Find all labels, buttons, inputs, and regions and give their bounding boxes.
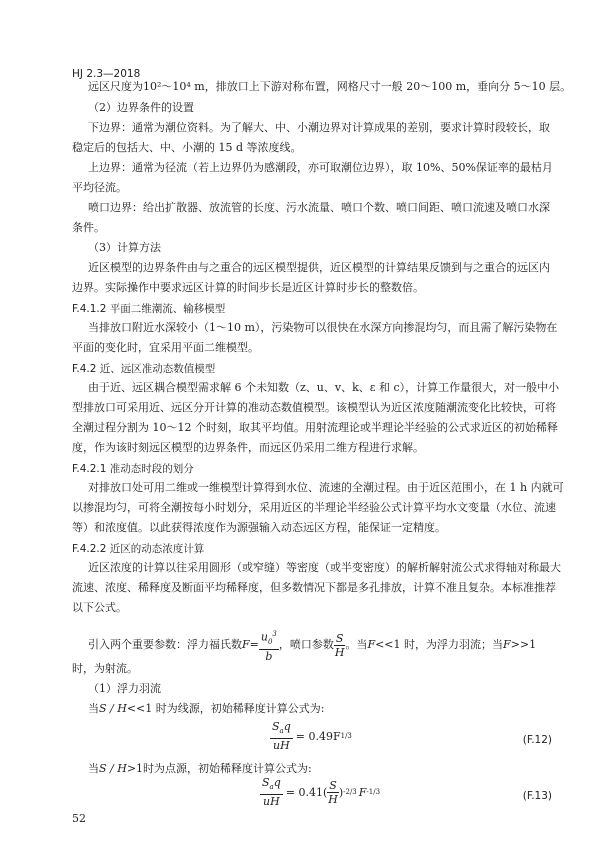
text-line: 下边界：通常为潮位资料。为了解大、中、小潮边界对计算成果的差别，要求计算时段较长，取 [88, 121, 550, 134]
text-line: （1）浮力羽流 [88, 682, 161, 695]
text-line: 当排放口附近水深较小（1～10 m），污染物可以很快在水深方向掺混均匀，而且需了解污染物在 [88, 321, 558, 334]
text-line: 流速、浓度、稀释度及断面平均稀释度，但多数情况下都是多孔排放，计算不准且复杂。本标准推荐 [72, 581, 556, 594]
text-line: 平均径流。 [72, 181, 127, 194]
text-line: 度，作为该时刻远区模型的边界条件，而远区仍采用二维方程进行求解。 [72, 441, 424, 454]
text-line: 等）和浓度值。以此获得浓度作为源强输入动态远区方程，能保证一定精度。 [72, 521, 446, 534]
text-line: 条件。 [72, 221, 105, 234]
equation-f12: $\frac{S_aq}{uH}$ = 0.49F 1/3 [272, 720, 352, 753]
text-line: 对排放口处可用二维或一维模型计算得到水位、流速的全潮过程。由于近区范围小，在 1 h 内就可 [88, 481, 564, 494]
section-heading: F.4.2.1 准动态时段的划分 [72, 463, 194, 475]
text-line: 边界。实际操作中要求远区计算的时间步长是近区计算时步长的整数倍。 [72, 281, 424, 294]
text-line: 全潮过程分割为 10～12 个时刻，取其平均值。用射流理论或半理论半经验的公式求近区的初始稀释 [72, 421, 558, 434]
text-line: 平面的变化时，宜采用平面二维模型。 [72, 341, 259, 354]
text-line: （2）边界条件的设置 [88, 101, 194, 114]
text-line: （3）计算方法 [88, 241, 161, 254]
text-line: 以下公式。 [72, 601, 127, 614]
text-line: 型排放口可采用近、远区分开计算的准动态数值模型。该模型认为近区浓度随潮流变化比较快，可将 [72, 401, 556, 414]
parameter-definition-line: 引入两个重要参数：浮力福氏数 F = $\frac{u_0^3}{b}$ ，喷口参数 $\frac{S}{H}$ 。当 F <<1 时，为浮力羽流；当 F >>1 [88, 630, 537, 663]
text-line: 以掺混均匀，可将全潮按每小时划分，采用近区的半理论半经验公式计算平均水文变量（水位、流速 [72, 501, 556, 514]
froude-fraction: $\frac{u_0^3}{b}$ [260, 630, 277, 663]
equation-number: (F.13) [522, 790, 552, 802]
text-line: 稳定后的包括大、中、小潮的 15 d 等浓度线。 [72, 141, 302, 154]
section-heading: F.4.1.2 平面二维潮流、输移模型 [72, 303, 226, 315]
text-line: 当S / H>1时为点源，初始稀释度计算公式为: [88, 762, 312, 775]
text-line: 近区模型的边界条件由与之重合的远区模型提供，近区模型的计算结果反馈到与之重合的远区内 [88, 261, 550, 274]
section-heading: F.4.2.2 近区的动态浓度计算 [72, 543, 205, 555]
standard-code-header: HJ 2.3—2018 [72, 68, 141, 80]
section-heading: F.4.2 近、远区准动态数值模型 [72, 363, 216, 375]
text-line: 喷口边界：给出扩散器、放流管的长度、污水流量、喷口个数、喷口间距、喷口流速及喷口水深 [88, 201, 550, 214]
text-line: 时，为射流。 [72, 662, 138, 675]
equation-number: (F.12) [522, 734, 552, 746]
text-line: 上边界：通常为径流（若上边界仍为感潮段，亦可取潮位边界），取 10%、50%保证率的最枯月 [88, 161, 553, 174]
text-line: 远区尺度为10²～10⁴ m，排放口上下游对称布置，网格尺寸一般 20～100 m，垂向分 5～10 层。 [88, 80, 572, 93]
text-line: 近区浓度的计算以往采用圆形（或窄缝）等密度（或半变密度）的解析解射流公式求得轴对称最大 [88, 561, 561, 574]
text-line: 当S / H<<1 时为线源，初始稀释度计算公式为: [88, 702, 325, 715]
text-line: 由于近、远区耦合模型需求解 6 个未知数（z、u、v、k、ε 和 c），计算工作量很大，对一般中小 [88, 381, 560, 394]
equation-f13: $\frac{S_aq}{uH}$ = 0.41( $\frac{S}{H}$ ) -2/3 F -1/3 [262, 776, 381, 809]
nozzle-param-fraction: $\frac{S}{H}$ [334, 631, 345, 659]
page-number: 52 [72, 812, 86, 825]
